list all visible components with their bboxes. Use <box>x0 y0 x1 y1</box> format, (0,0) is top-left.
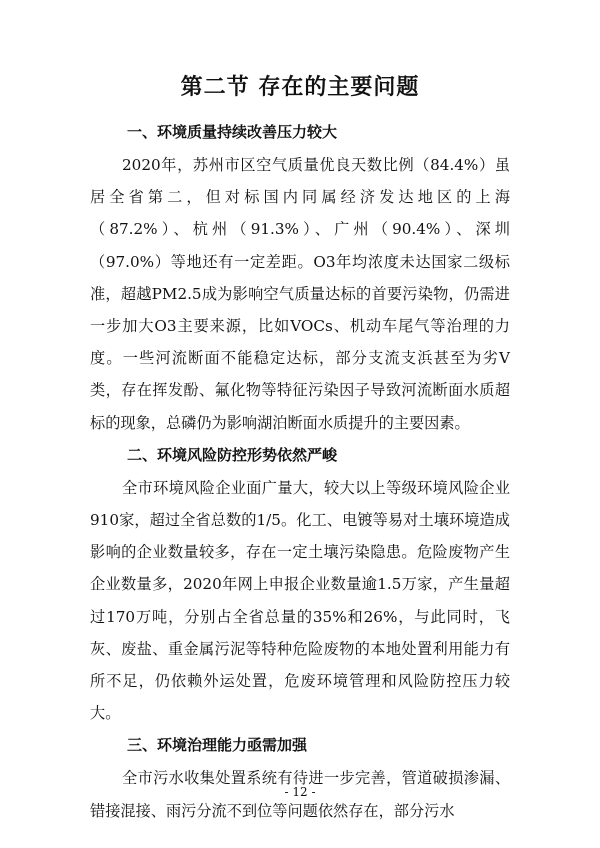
section-heading-3: 三、环境治理能力亟需加强 <box>127 736 308 755</box>
page-number: - 12 - <box>284 785 316 799</box>
document-body <box>90 116 510 827</box>
section-paragraph-2: 全市环境风险企业面广量大，较大以上等级环境风险企业910家，超过全省总数的1/5。化工、电镀等易对土壤环境造成影响的企业数量较多，存在一定土壤污染隐患。危险废物产生企业数量多，2020年网上申报企业数量逾1.5万家，产生量超过170万吨，分别占全省总量的35%和26%，与此同时，飞灰、废盐、重金属污泥等特种危险废物的本地处置利用能力有所不足，仍依赖外运处置，危废环境管理和风险防控压力较大。 <box>90 478 510 723</box>
page-title: 第二节 存在的主要问题 <box>180 75 420 100</box>
section-heading-1: 一、环境质量持续改善压力较大 <box>127 123 338 141</box>
section-heading-2: 二、环境风险防控形势依然严峻 <box>127 445 338 464</box>
section-paragraph-3: 全市污水收集处置系统有待进一步完善，管道破损渗漏、错接混接、雨污分流不到位等问题依然存在，部分污水 <box>90 769 510 820</box>
section-paragraph-1: 2020年，苏州市区空气质量优良天数比例（84.4%）虽居全省第二，但对标国内同属经济发达地区的上海（87.2%）、杭州（91.3%）、广州（90.4%）、深圳（97.0%）等地还有一定差距。O3年均浓度未达国家二级标准，超越PM2.5成为影响空气质量达标的首要污染物，仍需进一步加大O3主要来源，比如VOCs、机动车尾气等治理的力度。一些河流断面不能稳定达标，部分支流支浜甚至为劣V类，存在挥发酚、氟化物等特征污染因子导致河流断面水质超标的现象，总磷仍为影响湖泊断面水质提升的主要因素。 <box>90 156 510 432</box>
